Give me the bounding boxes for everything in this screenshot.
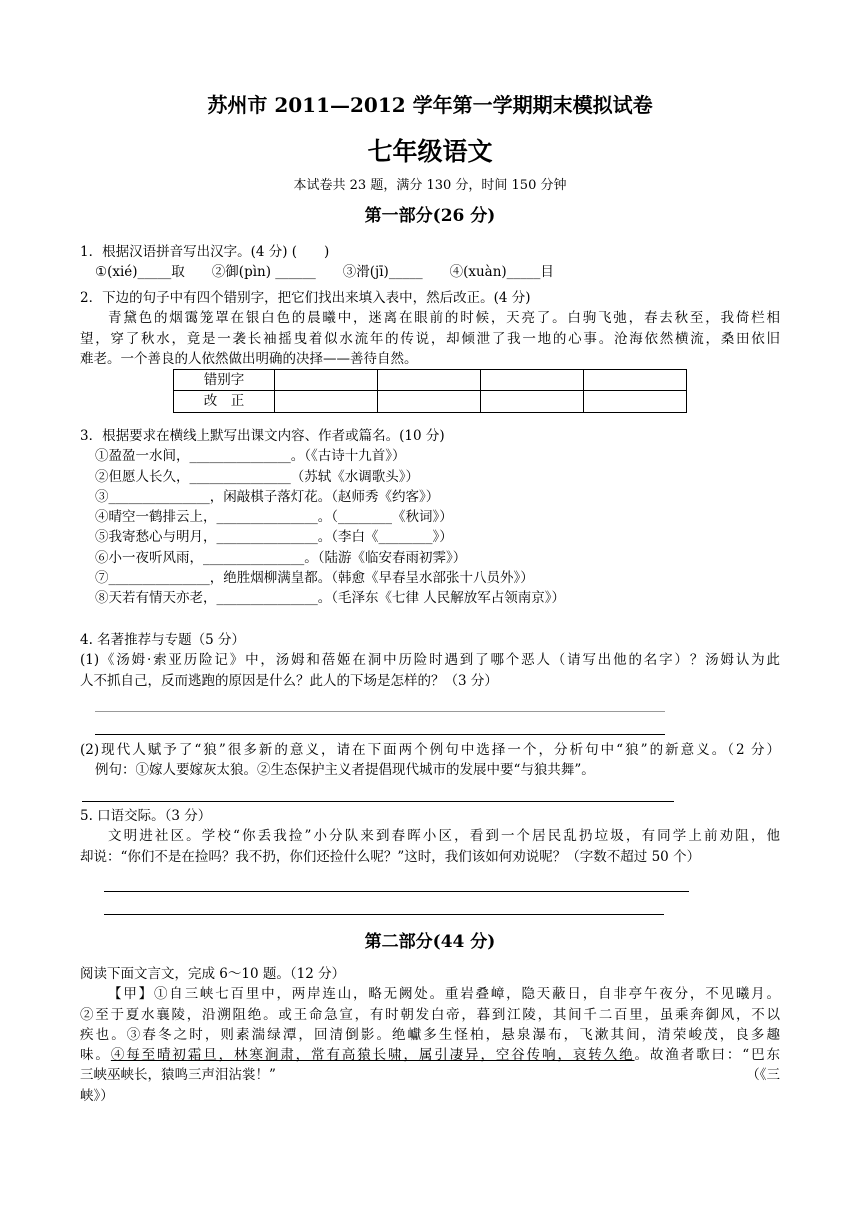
answer-cell[interactable] (481, 370, 584, 391)
source-citation-cont: 峡》） (80, 1087, 114, 1104)
recitation-item: ⑥小一夜听风雨，_______________。（陆游《临安春雨初霁》） (95, 549, 467, 566)
reading-passage-line: ②至于夏水襄陵，沿溯阻绝。或王命急宣，有时朝发白帝，暮到江陵，其间千二百里，虽乘奔御风，不以 (80, 1006, 780, 1023)
part1-title: 第一部分(26 分) (364, 206, 496, 226)
question-2-passage-line: 难老。一个善良的人依然做出明确的决择——善待自然。 (80, 350, 418, 367)
question-5-stem: 5. 口语交际。（3 分） (80, 808, 212, 824)
reading-passage-line: 疾也。③春冬之时，则素湍绿潭，回清倒影。绝巘多生怪柏，悬泉瀑布，飞漱其间，清荣峻茂，良多趣 (80, 1026, 780, 1043)
passage-text: 。故渔者歌曰：“巴东 (634, 1047, 781, 1063)
question-2-stem: 2．下边的句子中有四个错别字，把它们找出来填入表中，然后改正。(4 分) (80, 290, 531, 306)
table-row (174, 370, 687, 391)
question-4-sub1-line: 人不抓自己，反而逃跑的原因是什么？此人的下场是怎样的？（3 分） (80, 672, 498, 689)
answer-line[interactable] (82, 801, 674, 802)
error-correction-table (173, 369, 687, 413)
question-5 (80, 806, 780, 867)
recitation-item: ⑦_______________，绝胜烟柳满皇都。（韩愈《早春呈水部张十八员外》） (95, 569, 534, 586)
question-1-stem: 1．根据汉语拼音写出汉字。(4 分) ( ) (80, 244, 330, 260)
exam-title: 苏州市 2011—2012 学年第一学期期末模拟试卷 (207, 93, 653, 117)
source-citation: （《三 (746, 1067, 780, 1084)
answer-cell[interactable] (378, 391, 481, 412)
answer-cell[interactable] (481, 391, 584, 412)
answer-cell[interactable] (584, 391, 687, 412)
reading-passage-line-5 (80, 1065, 780, 1085)
question-4-sub2-line: 例句：①嫁人要嫁灰太狼。②生态保护主义者提倡现代城市的发展中要“与狼共舞”。 (95, 762, 595, 779)
recitation-item: ⑧天若有情天亦老，_______________。（毛泽东《七律 人民解放军占领南京》） (95, 590, 566, 606)
table-row (174, 391, 687, 412)
answer-cell[interactable] (275, 370, 378, 391)
answer-cell[interactable] (378, 370, 481, 391)
table-row-label: 改 正 (174, 391, 275, 412)
question-4-sub1-line: (1)《汤姆·索亚历险记》中，汤姆和蓓姬在洞中历险时遇到了哪个恶人（请写出他的名字）？汤姆认为此 (80, 652, 780, 669)
answer-line[interactable] (104, 914, 664, 915)
answer-cell[interactable] (584, 370, 687, 391)
answer-line[interactable] (95, 734, 665, 735)
part2-title: 第二部分(44 分) (364, 932, 496, 952)
recitation-item: ①盈盈一水间，_______________。（《古诗十九首》） (95, 448, 406, 465)
recitation-item: ④晴空一鹤排云上，_______________。（________《秋词》） (95, 509, 453, 525)
answer-cell[interactable] (275, 391, 378, 412)
question-2-passage-line: 望，穿了秋水，竟是一袭长袖摇曳着似水流年的传说，却倾泄了我一地的心事。沧海依然横流，桑田依旧 (80, 330, 780, 347)
question-3-stem: 3．根据要求在横线上默写出课文内容、作者或篇名。(10 分) (80, 428, 445, 444)
recitation-item: ②但愿人长久，_______________（苏轼《水调歌头》） (95, 468, 419, 485)
question-2 (80, 288, 780, 413)
recitation-item: ⑤我寄愁心与明月，_______________。（李白《________》） (95, 529, 453, 546)
passage-text: 味。 (80, 1047, 111, 1063)
question-4-sub2 (80, 740, 780, 781)
reading-passage-line: 【甲】①自三峡七百里中，两岸连山，略无阙处。重岩叠嶂，隐天蔽日，自非亭午夜分，不见曦月。 (108, 986, 780, 1003)
question-1-items: ①(xié)_____取 ②御(pìn) ______ ③滑(jī)_____ ④(xuàn)_____目 (95, 264, 554, 281)
question-2-passage-line: 青黛色的烟霭笼罩在银白色的晨曦中，迷离在眼前的时候，天亮了。白驹飞弛，春去秋至，我倚栏相 (108, 310, 780, 327)
reading-passage-line-4 (80, 1045, 780, 1065)
exam-subtitle: 七年级语文 (367, 137, 493, 166)
question-4-stem: 4. 名著推荐与专题（5 分） (80, 632, 246, 648)
answer-line[interactable] (95, 711, 665, 712)
reading-intro: 阅读下面文言文，完成 6～10 题。（12 分） (80, 966, 346, 982)
answer-line[interactable] (104, 891, 689, 892)
question-4-sub2-line: (2)现代人赋予了“狼”很多新的意义，请在下面两个例句中选择一个，分析句中“狼”的新意义。（2 分） (80, 742, 780, 758)
question-1 (80, 242, 780, 283)
passage-text: 三峡巫峡长，猿鸣三声泪沾裳！” (80, 1067, 276, 1084)
recitation-item: ③_______________，闲敲棋子落灯花。（赵师秀《约客》） (95, 488, 440, 505)
reading-section (80, 964, 780, 1106)
underlined-sentence: ④每至晴初霜旦，林寒涧肃，常有高猿长啸，属引凄异，空谷传响，哀转久绝 (110, 1047, 635, 1063)
question-4 (80, 630, 780, 691)
exam-info: 本试卷共 23 题，满分 130 分，时间 150 分钟 (293, 178, 567, 193)
question-5-passage-line: 却说：“你们不是在捡吗？我不扔，你们还捡什么呢？”这时，我们该如何劝说呢？（字数不超过 50 个） (80, 848, 701, 865)
question-5-passage-line: 文明进社区。学校“你丢我捡”小分队来到春晖小区，看到一个居民乱扔垃圾，有同学上前劝阻，他 (108, 828, 780, 845)
table-row-label: 错别字 (174, 370, 275, 391)
question-3 (80, 426, 780, 608)
